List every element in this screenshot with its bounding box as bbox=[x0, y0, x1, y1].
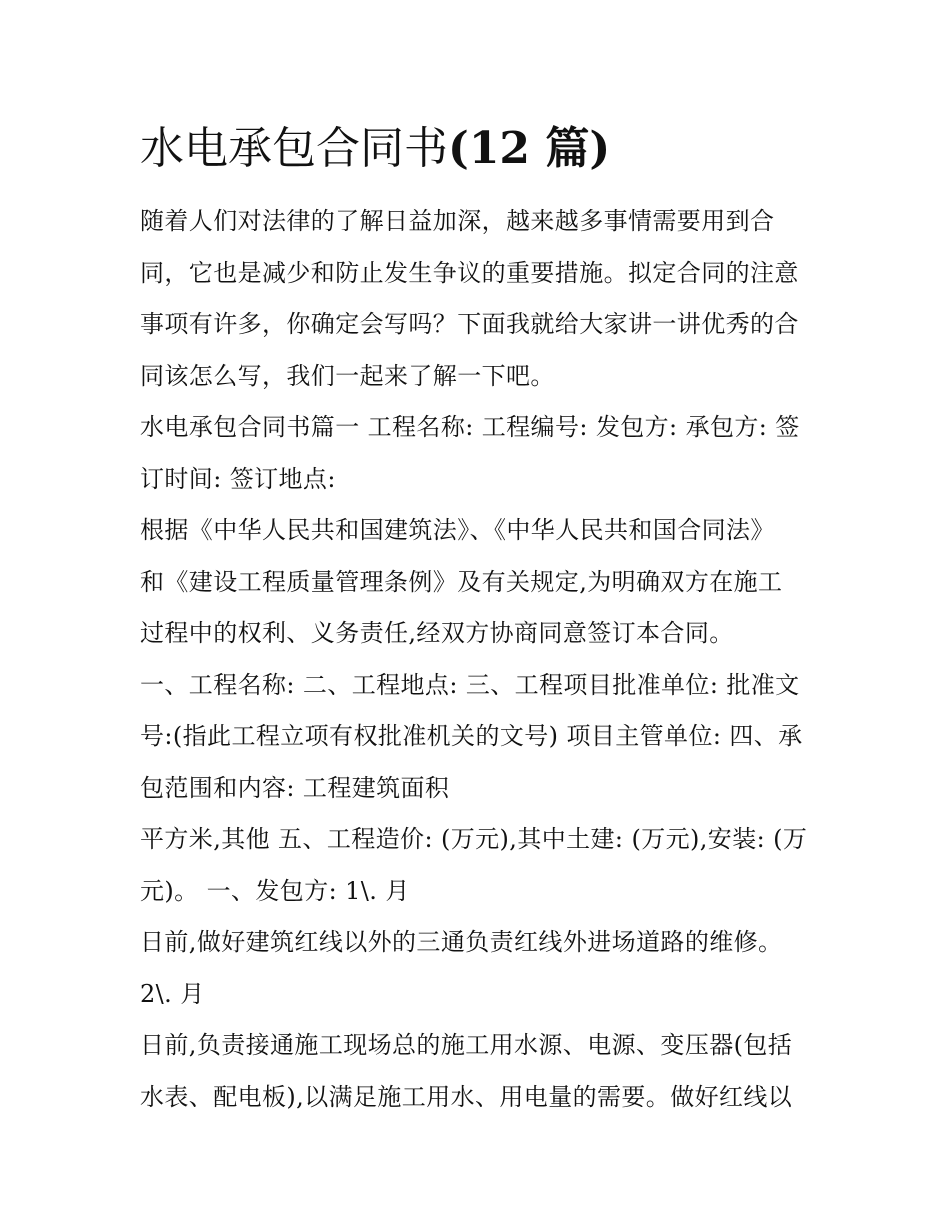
title-text: 水电承包合同书 bbox=[140, 123, 448, 174]
body-line: 平方米,其他 五、工程造价: (万元),其中土建: (万元),安装: (万 bbox=[140, 825, 808, 853]
body-line: 日前,负责接通施工现场总的施工用水源、电源、变压器(包括 bbox=[140, 1031, 793, 1059]
body-line: 日前,做好建筑红线以外的三通负责红线外进场道路的维修。 bbox=[140, 928, 783, 956]
body-line: 和《建设工程质量管理条例》及有关规定,为明确双方在施工 bbox=[140, 567, 783, 596]
body-line: 水表、配电板),以满足施工用水、用电量的需要。做好红线以 bbox=[140, 1082, 793, 1111]
body-line: 包范围和内容: 工程建筑面积 bbox=[140, 773, 450, 802]
document-body bbox=[140, 196, 820, 1123]
body-line: 2\. 月 bbox=[140, 979, 205, 1008]
body-line: 过程中的权利、义务责任,经双方协商同意签订本合同。 bbox=[140, 619, 734, 647]
body-line: 根据《中华人民共和国建筑法》、《中华人民共和国合同法》 bbox=[140, 516, 775, 544]
body-line: 随着人们对法律的了解日益加深，越来越多事情需要用到合 bbox=[140, 207, 775, 235]
body-line: 同，它也是减少和防止发生争议的重要措施。拟定合同的注意 bbox=[140, 258, 799, 287]
body-line: 同该怎么写，我们一起来了解一下吧。 bbox=[140, 361, 555, 390]
title-count: (12 篇) bbox=[448, 123, 611, 174]
document-title bbox=[140, 118, 610, 180]
body-line: 号:(指此工程立项有权批准机关的文号) 项目主管单位: 四、承 bbox=[140, 722, 803, 750]
body-line: 订时间: 签订地点: bbox=[140, 464, 336, 493]
body-line: 元)。 一、发包方: 1\. 月 bbox=[140, 876, 410, 905]
body-line: 一、工程名称: 二、工程地点: 三、工程项目批准单位: 批准文 bbox=[140, 670, 800, 699]
body-line: 事项有许多，你确定会写吗？下面我就给大家讲一讲优秀的合 bbox=[140, 310, 799, 338]
body-line: 水电承包合同书篇一 工程名称: 工程编号: 发包方: 承包方: 签 bbox=[140, 413, 800, 441]
